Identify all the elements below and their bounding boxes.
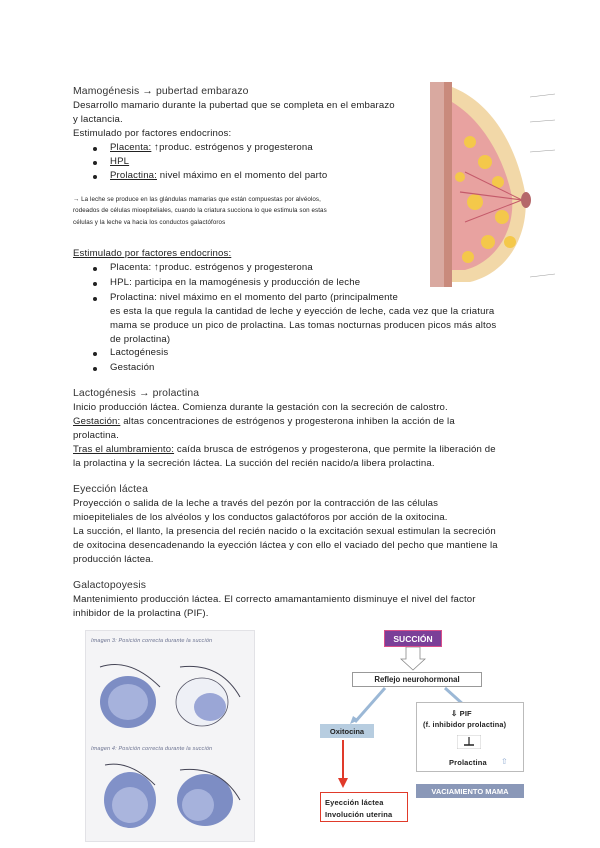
figure-caption: Imagen 3: Posición correcta durante la succión: [91, 638, 213, 644]
bullet-label: Placenta:: [110, 142, 152, 153]
bullet-icon: [93, 282, 97, 286]
succion-box: SUCCIÓN: [384, 630, 442, 647]
red-down-arrow-icon: [338, 740, 348, 788]
bullet-icon: [93, 175, 97, 179]
factor-item: Placenta: ↑produc. estrógenos y progesterona: [110, 262, 313, 273]
mamogenesis-title: Mamogénesis → pubertad embarazo: [73, 86, 249, 97]
factor-continuation: mama se produce un pico de prolactina. Las tomas nocturnas producen picos más altos: [110, 320, 497, 331]
bullet-label: Prolactina:: [110, 170, 157, 181]
note-line: → La leche se produce en las glándulas mamarias que están compuestas por alvéolos,: [73, 196, 321, 203]
prolactina-label: Prolactina: [449, 758, 487, 767]
involucion-label: Involución uterina: [325, 810, 393, 819]
bullet-prolactina: [110, 170, 327, 182]
factores-title: Estimulado por factores endocrinos:: [73, 248, 232, 259]
factor-item: HPL: participa en la mamogénesis y producción de leche: [110, 277, 361, 288]
mamogenesis-line: Desarrollo mamario durante la pubertad que se completa en el embarazo: [73, 100, 395, 111]
pif-box: [416, 702, 524, 772]
gestacion-text: altas concentraciones de estrógenos y progesterona inhiben la acción de la: [120, 416, 455, 427]
vaciamiento-box: VACIAMIENTO MAMA: [416, 784, 524, 798]
figure-caption: Imagen 4: Posición correcta durante la succión: [91, 746, 213, 752]
oxitocina-box: Oxitocina: [320, 724, 374, 738]
mamogenesis-line: Estimulado por factores endocrinos:: [73, 128, 232, 139]
latch-illustration-1: [90, 647, 250, 737]
breastfeeding-figure: [85, 630, 255, 842]
pif-label: ⇩ PIF: [451, 709, 472, 718]
down-arrow-icon: [400, 647, 426, 671]
factor-item: Lactogénesis: [110, 347, 169, 358]
bullet-placenta: [110, 142, 313, 154]
lactogenesis-title: Lactogénesis → prolactina: [73, 388, 200, 399]
eyeccion-line: de oxitocina desencadenando la eyección láctea y con ello el vaciado del pecho que mantiene la: [73, 540, 498, 551]
bullet-icon: [93, 267, 97, 271]
bullet-icon: [93, 352, 97, 356]
reflejo-box: Reflejo neurohormonal: [352, 672, 482, 687]
alumbramiento-label: Tras el alumbramiento:: [73, 444, 175, 455]
lactogenesis-line: la prolactina y la secreción láctea. La succión del recién nacido/a libera prolactina.: [73, 458, 435, 469]
eyeccion-title: Eyección láctea: [73, 484, 149, 495]
bullet-icon: [93, 161, 97, 165]
mamogenesis-line: y lactancia.: [73, 114, 123, 125]
latch-illustration-2: [90, 755, 250, 839]
factor-item: Gestación: [110, 362, 155, 373]
eyeccion-line: Proyección o salida de la leche a través del pezón por la contracción de las células: [73, 498, 439, 509]
inhibit-icon: [457, 735, 481, 749]
eyeccion-line: La succión, el llanto, la presencia del recién nacido o la excitación sexual estimulan la secreción: [73, 526, 496, 537]
alumbramiento-text: caída brusca de estrógenos y progesterona, que permite la liberación de: [174, 444, 496, 455]
bullet-icon: [93, 147, 97, 151]
factor-continuation: es esta la que regula la cantidad de leche y eyección de leche, cada vez que la criatura: [110, 306, 495, 317]
lactogenesis-line: [73, 416, 455, 428]
eyeccion-line: producción láctea.: [73, 554, 154, 565]
galactopoyesis-title: Galactopoyesis: [73, 580, 147, 591]
factor-item: Prolactina: nivel máximo en el momento del parto (principalmente: [110, 292, 398, 303]
factor-continuation: de prolactina): [110, 334, 171, 345]
bullet-icon: [93, 297, 97, 301]
eyeccion-line: mioepiteliales de los alvéolos y los conductos galactóforos por acción de la oxitocina.: [73, 512, 448, 523]
pif-sub-label: (f. inhibidor prolactina): [423, 720, 507, 729]
note-line: células y la leche va hacia los conductos galactóforos: [73, 219, 226, 226]
breast-anatomy-illustration: [430, 82, 560, 287]
bullet-text: ↑produc. estrógenos y progesterona: [151, 142, 313, 153]
result-box: [320, 792, 408, 822]
lactogenesis-line: prolactina.: [73, 430, 119, 441]
bullet-text: nivel máximo en el momento del parto: [156, 170, 328, 181]
lactogenesis-line: Inicio producción láctea. Comienza durante la gestación con la secreción de calostro.: [73, 402, 448, 413]
bullet-hpl: HPL: [110, 156, 130, 167]
lactogenesis-line: [73, 444, 496, 456]
eyeccion-label: Eyección láctea: [325, 798, 384, 807]
gestacion-label: Gestación:: [73, 416, 121, 427]
galactopoyesis-line: Mantenimiento producción láctea. El correcto amamantamiento disminuye el nivel del factor: [73, 594, 476, 605]
galactopoyesis-line: inhibidor de la prolactina (PIF).: [73, 608, 209, 619]
note-line: rodeados de células mioepiteliales, cuando la criatura succiona lo que estimula son estas: [73, 207, 327, 214]
bullet-icon: [93, 367, 97, 371]
succion-diagram: [310, 630, 542, 842]
up-arrow-icon: ⇧: [501, 757, 508, 766]
